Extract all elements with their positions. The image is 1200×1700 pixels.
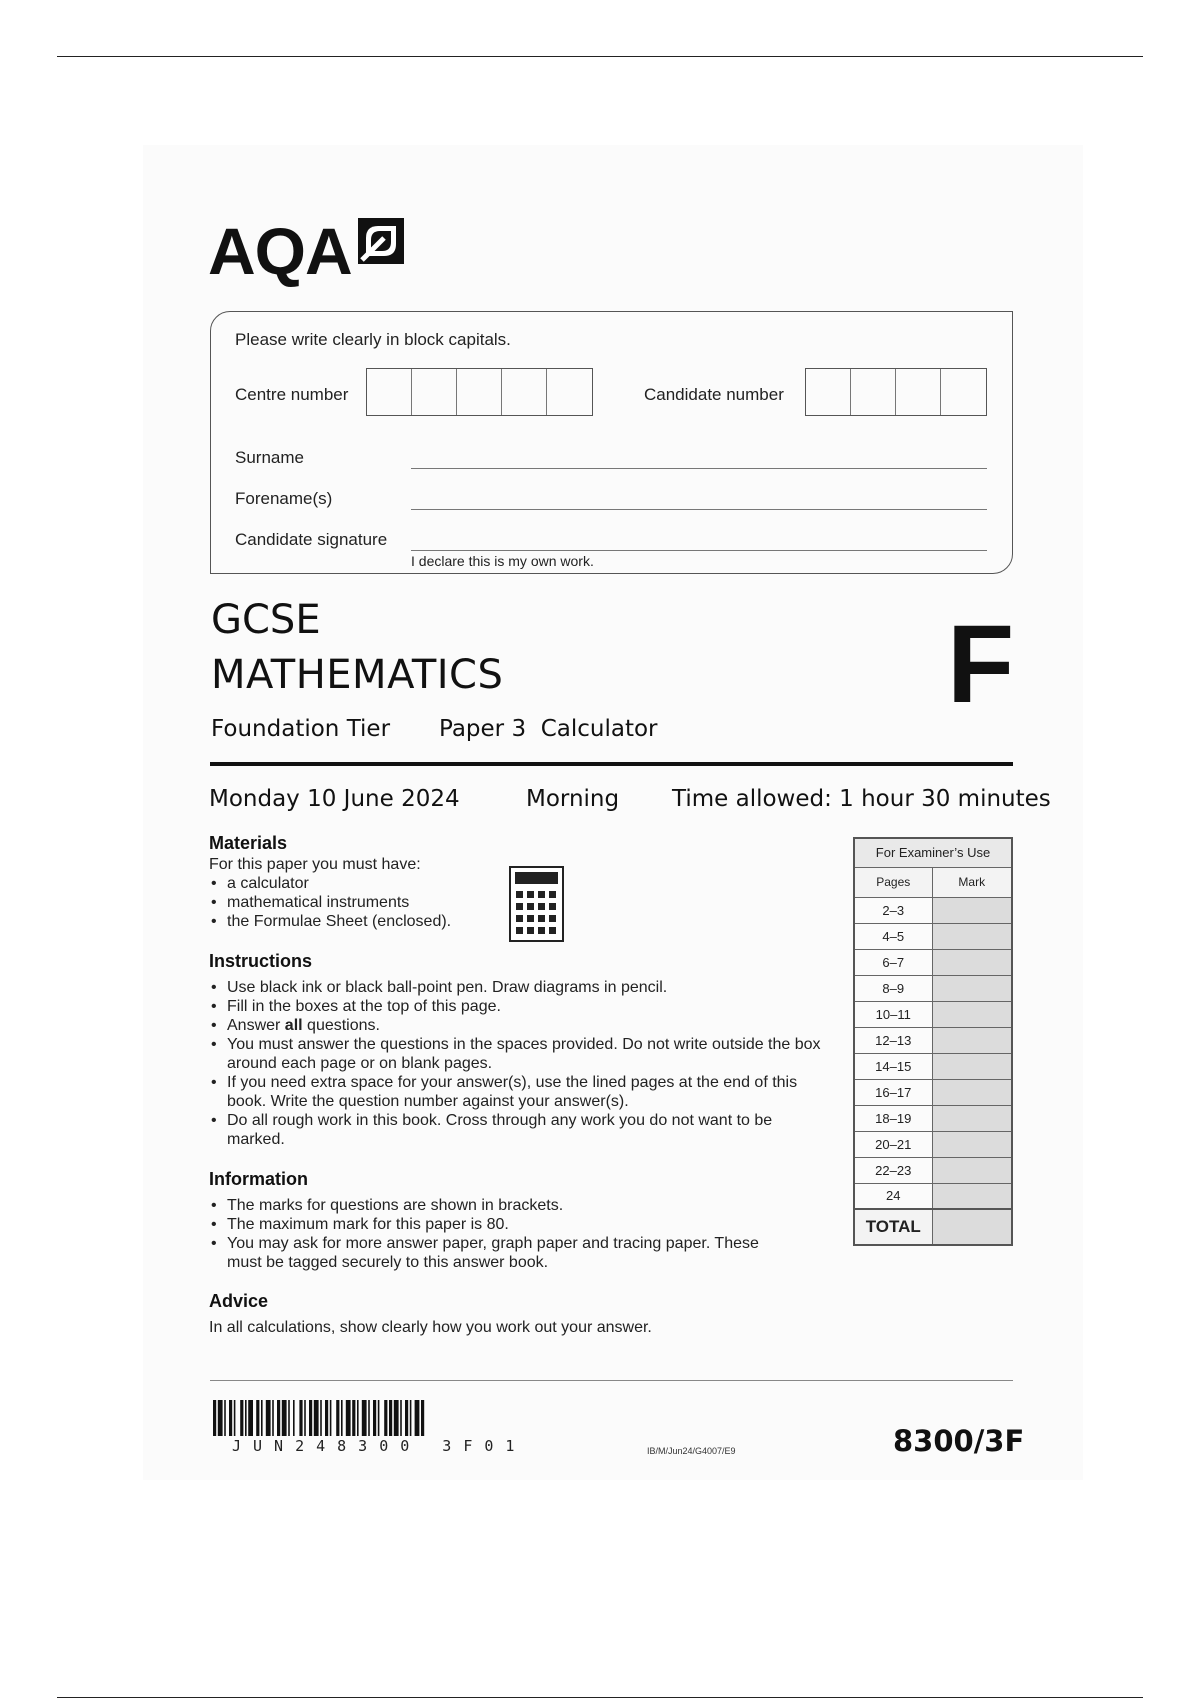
list-item: • If you need extra space for your answer(s), use the lined pages at the end of this book. Write the question number against your answer(s). (209, 1073, 834, 1111)
digit-cell[interactable] (896, 369, 941, 415)
table-row (854, 975, 1012, 1001)
barcode-bar (378, 1400, 380, 1436)
bottom-rule (57, 1697, 1143, 1698)
table-row (854, 897, 1012, 923)
barcode-bar (266, 1400, 271, 1436)
top-rule (57, 56, 1143, 57)
ib-reference: IB/M/Jun24/G4007/E9 (647, 1446, 736, 1456)
digit-cell[interactable] (851, 369, 896, 415)
table-row (854, 1053, 1012, 1079)
materials-intro: For this paper you must have: (209, 856, 421, 873)
barcode-bar (299, 1400, 302, 1436)
list-item: • Use black ink or black ball-point pen. Draw diagrams in pencil. (209, 978, 834, 997)
table-row (854, 1001, 1012, 1027)
advice-heading: Advice (209, 1291, 269, 1311)
mark-cell (932, 1001, 1012, 1027)
signature-field[interactable] (411, 550, 987, 551)
table-row (854, 923, 1012, 949)
barcode-bar (320, 1400, 322, 1436)
barcode-bar (213, 1400, 216, 1436)
barcode-bar (389, 1400, 392, 1436)
pages-cell: 10–11 (854, 1001, 932, 1027)
pages-cell: 24 (854, 1183, 932, 1209)
barcode-bar (394, 1400, 399, 1436)
total-row (854, 1209, 1012, 1245)
barcode-bar (245, 1400, 247, 1436)
digit-cell[interactable] (502, 369, 547, 415)
barcode-bar (293, 1400, 295, 1436)
paper-code: 8300/3F (893, 1424, 1025, 1458)
block-capitals-instruction: Please write clearly in block capitals. (235, 330, 511, 349)
logo-text: AQA (208, 214, 352, 288)
pages-cell: 20–21 (854, 1131, 932, 1157)
table-subheader-row (854, 867, 1012, 897)
list-item: • You may ask for more answer paper, graph paper and tracing paper. These must be tagged securely to this answer book. (209, 1234, 769, 1272)
barcode-bar (368, 1400, 370, 1436)
mark-cell (932, 1105, 1012, 1131)
barcode-bar (248, 1400, 253, 1436)
candidate-details-box (210, 311, 1013, 574)
barcode-bar (261, 1400, 263, 1436)
answer-text-post: questions. (302, 1017, 380, 1034)
list-item: • The marks for questions are shown in brackets. (209, 1196, 769, 1215)
tier-letter: F (947, 603, 1015, 726)
barcode-bar (234, 1400, 236, 1436)
pages-cell: 2–3 (854, 897, 932, 923)
barcode-bar (410, 1400, 412, 1436)
materials-heading: Materials (209, 833, 288, 853)
table-row (854, 1183, 1012, 1209)
barcode-text: JUN248300 3F01 (232, 1437, 527, 1455)
barcode-bar (352, 1400, 355, 1436)
forename-label: Forename(s) (235, 489, 333, 508)
signature-label: Candidate signature (235, 530, 388, 549)
tier-label: Foundation Tier (211, 716, 391, 742)
calculator-icon (509, 866, 564, 942)
pages-cell: 14–15 (854, 1053, 932, 1079)
barcode-bar (309, 1400, 312, 1436)
barcode-bar (346, 1400, 351, 1436)
barcode-bar (330, 1400, 332, 1436)
table-row (854, 949, 1012, 975)
pages-cell: 12–13 (854, 1027, 932, 1053)
digit-cell[interactable] (367, 369, 412, 415)
barcode-bar (314, 1400, 319, 1436)
information-heading: Information (209, 1169, 308, 1189)
list-item (209, 1016, 834, 1035)
information-list (209, 1196, 769, 1272)
mark-cell (932, 1183, 1012, 1209)
list-item: • You must answer the questions in the spaces provided. Do not write outside the box around each page or on blank pages. (209, 1035, 834, 1073)
exam-session: Morning (526, 786, 620, 812)
centre-number-field[interactable] (366, 368, 593, 416)
barcode-bar (373, 1400, 376, 1436)
barcode (213, 1400, 538, 1436)
total-label: TOTAL (854, 1209, 932, 1245)
mark-cell (932, 1079, 1012, 1105)
advice-text: In all calculations, show clearly how you work out your answer. (209, 1319, 652, 1336)
pages-cell: 22–23 (854, 1157, 932, 1183)
list-item: • a calculator (209, 874, 489, 893)
table-row (854, 1157, 1012, 1183)
instructions-heading: Instructions (209, 951, 313, 971)
barcode-bar (282, 1400, 287, 1436)
table-row (854, 1079, 1012, 1105)
logo-mark-icon (358, 218, 404, 264)
pages-cell: 8–9 (854, 975, 932, 1001)
barcode-bar (362, 1400, 367, 1436)
mark-cell (932, 1157, 1012, 1183)
barcode-bar (421, 1400, 424, 1436)
barcode-bar (304, 1400, 306, 1436)
pages-column-header: Pages (854, 867, 932, 897)
mark-cell (932, 975, 1012, 1001)
barcode-bar (405, 1400, 408, 1436)
mark-cell (932, 1027, 1012, 1053)
paper-label: Paper 3 Calculator (439, 716, 658, 742)
footer-rule (210, 1380, 1013, 1381)
digit-cell[interactable] (806, 369, 851, 415)
title-rule (210, 762, 1013, 766)
surname-field[interactable] (411, 468, 987, 469)
centre-number-label: Centre number (235, 385, 349, 404)
pages-cell: 18–19 (854, 1105, 932, 1131)
table-row (854, 1105, 1012, 1131)
examiner-use-table (853, 837, 1013, 1246)
barcode-bar (341, 1400, 343, 1436)
surname-label: Surname (235, 448, 304, 467)
list-item: • the Formulae Sheet (enclosed). (209, 912, 489, 931)
mark-cell (932, 897, 1012, 923)
exam-date: Monday 10 June 2024 (209, 786, 460, 812)
barcode-bar (357, 1400, 359, 1436)
barcode-bar (336, 1400, 339, 1436)
list-item: • Do all rough work in this book. Cross through any work you do not want to be marked. (209, 1111, 834, 1149)
barcode-bar (325, 1400, 328, 1436)
answer-text-pre: Answer (227, 1017, 285, 1034)
barcode-bar (400, 1400, 402, 1436)
list-item: • Fill in the boxes at the top of this page. (209, 997, 834, 1016)
mark-cell (932, 1053, 1012, 1079)
barcode-bar (218, 1400, 223, 1436)
pages-cell: 4–5 (854, 923, 932, 949)
candidate-number-label: Candidate number (644, 385, 784, 404)
examiner-use-heading: For Examiner’s Use (854, 838, 1012, 867)
time-allowed: Time allowed: 1 hour 30 minutes (672, 786, 1051, 812)
digit-cell[interactable] (412, 369, 457, 415)
pages-cell: 16–17 (854, 1079, 932, 1105)
mark-cell (932, 923, 1012, 949)
mark-cell (932, 1131, 1012, 1157)
mark-column-header: Mark (932, 867, 1012, 897)
table-header-row (854, 838, 1012, 867)
barcode-bar (272, 1400, 274, 1436)
digit-cell[interactable] (547, 369, 592, 415)
barcode-bar (224, 1400, 226, 1436)
total-mark-cell (932, 1209, 1012, 1245)
barcode-bar (277, 1400, 280, 1436)
answer-text-bold: all (284, 1017, 303, 1034)
forename-field[interactable] (411, 509, 987, 510)
barcode-bar (288, 1400, 290, 1436)
declaration-text: I declare this is my own work. (411, 553, 594, 569)
barcode-bar (384, 1400, 387, 1436)
barcode-bar (240, 1400, 243, 1436)
barcode-bar (229, 1400, 232, 1436)
pages-cell: 6–7 (854, 949, 932, 975)
aqa-logo (208, 212, 404, 292)
list-item: • The maximum mark for this paper is 80. (209, 1215, 769, 1234)
instructions-list (209, 978, 834, 1149)
candidate-number-field[interactable] (805, 368, 987, 416)
materials-list (209, 874, 489, 931)
qualification-title: GCSE (211, 597, 321, 643)
subject-title: MATHEMATICS (211, 652, 504, 698)
barcode-bar (256, 1400, 259, 1436)
barcode-bar (415, 1400, 420, 1436)
table-row (854, 1027, 1012, 1053)
table-row (854, 1131, 1012, 1157)
list-item: • mathematical instruments (209, 893, 489, 912)
digit-cell[interactable] (457, 369, 502, 415)
digit-cell[interactable] (941, 369, 986, 415)
mark-cell (932, 949, 1012, 975)
